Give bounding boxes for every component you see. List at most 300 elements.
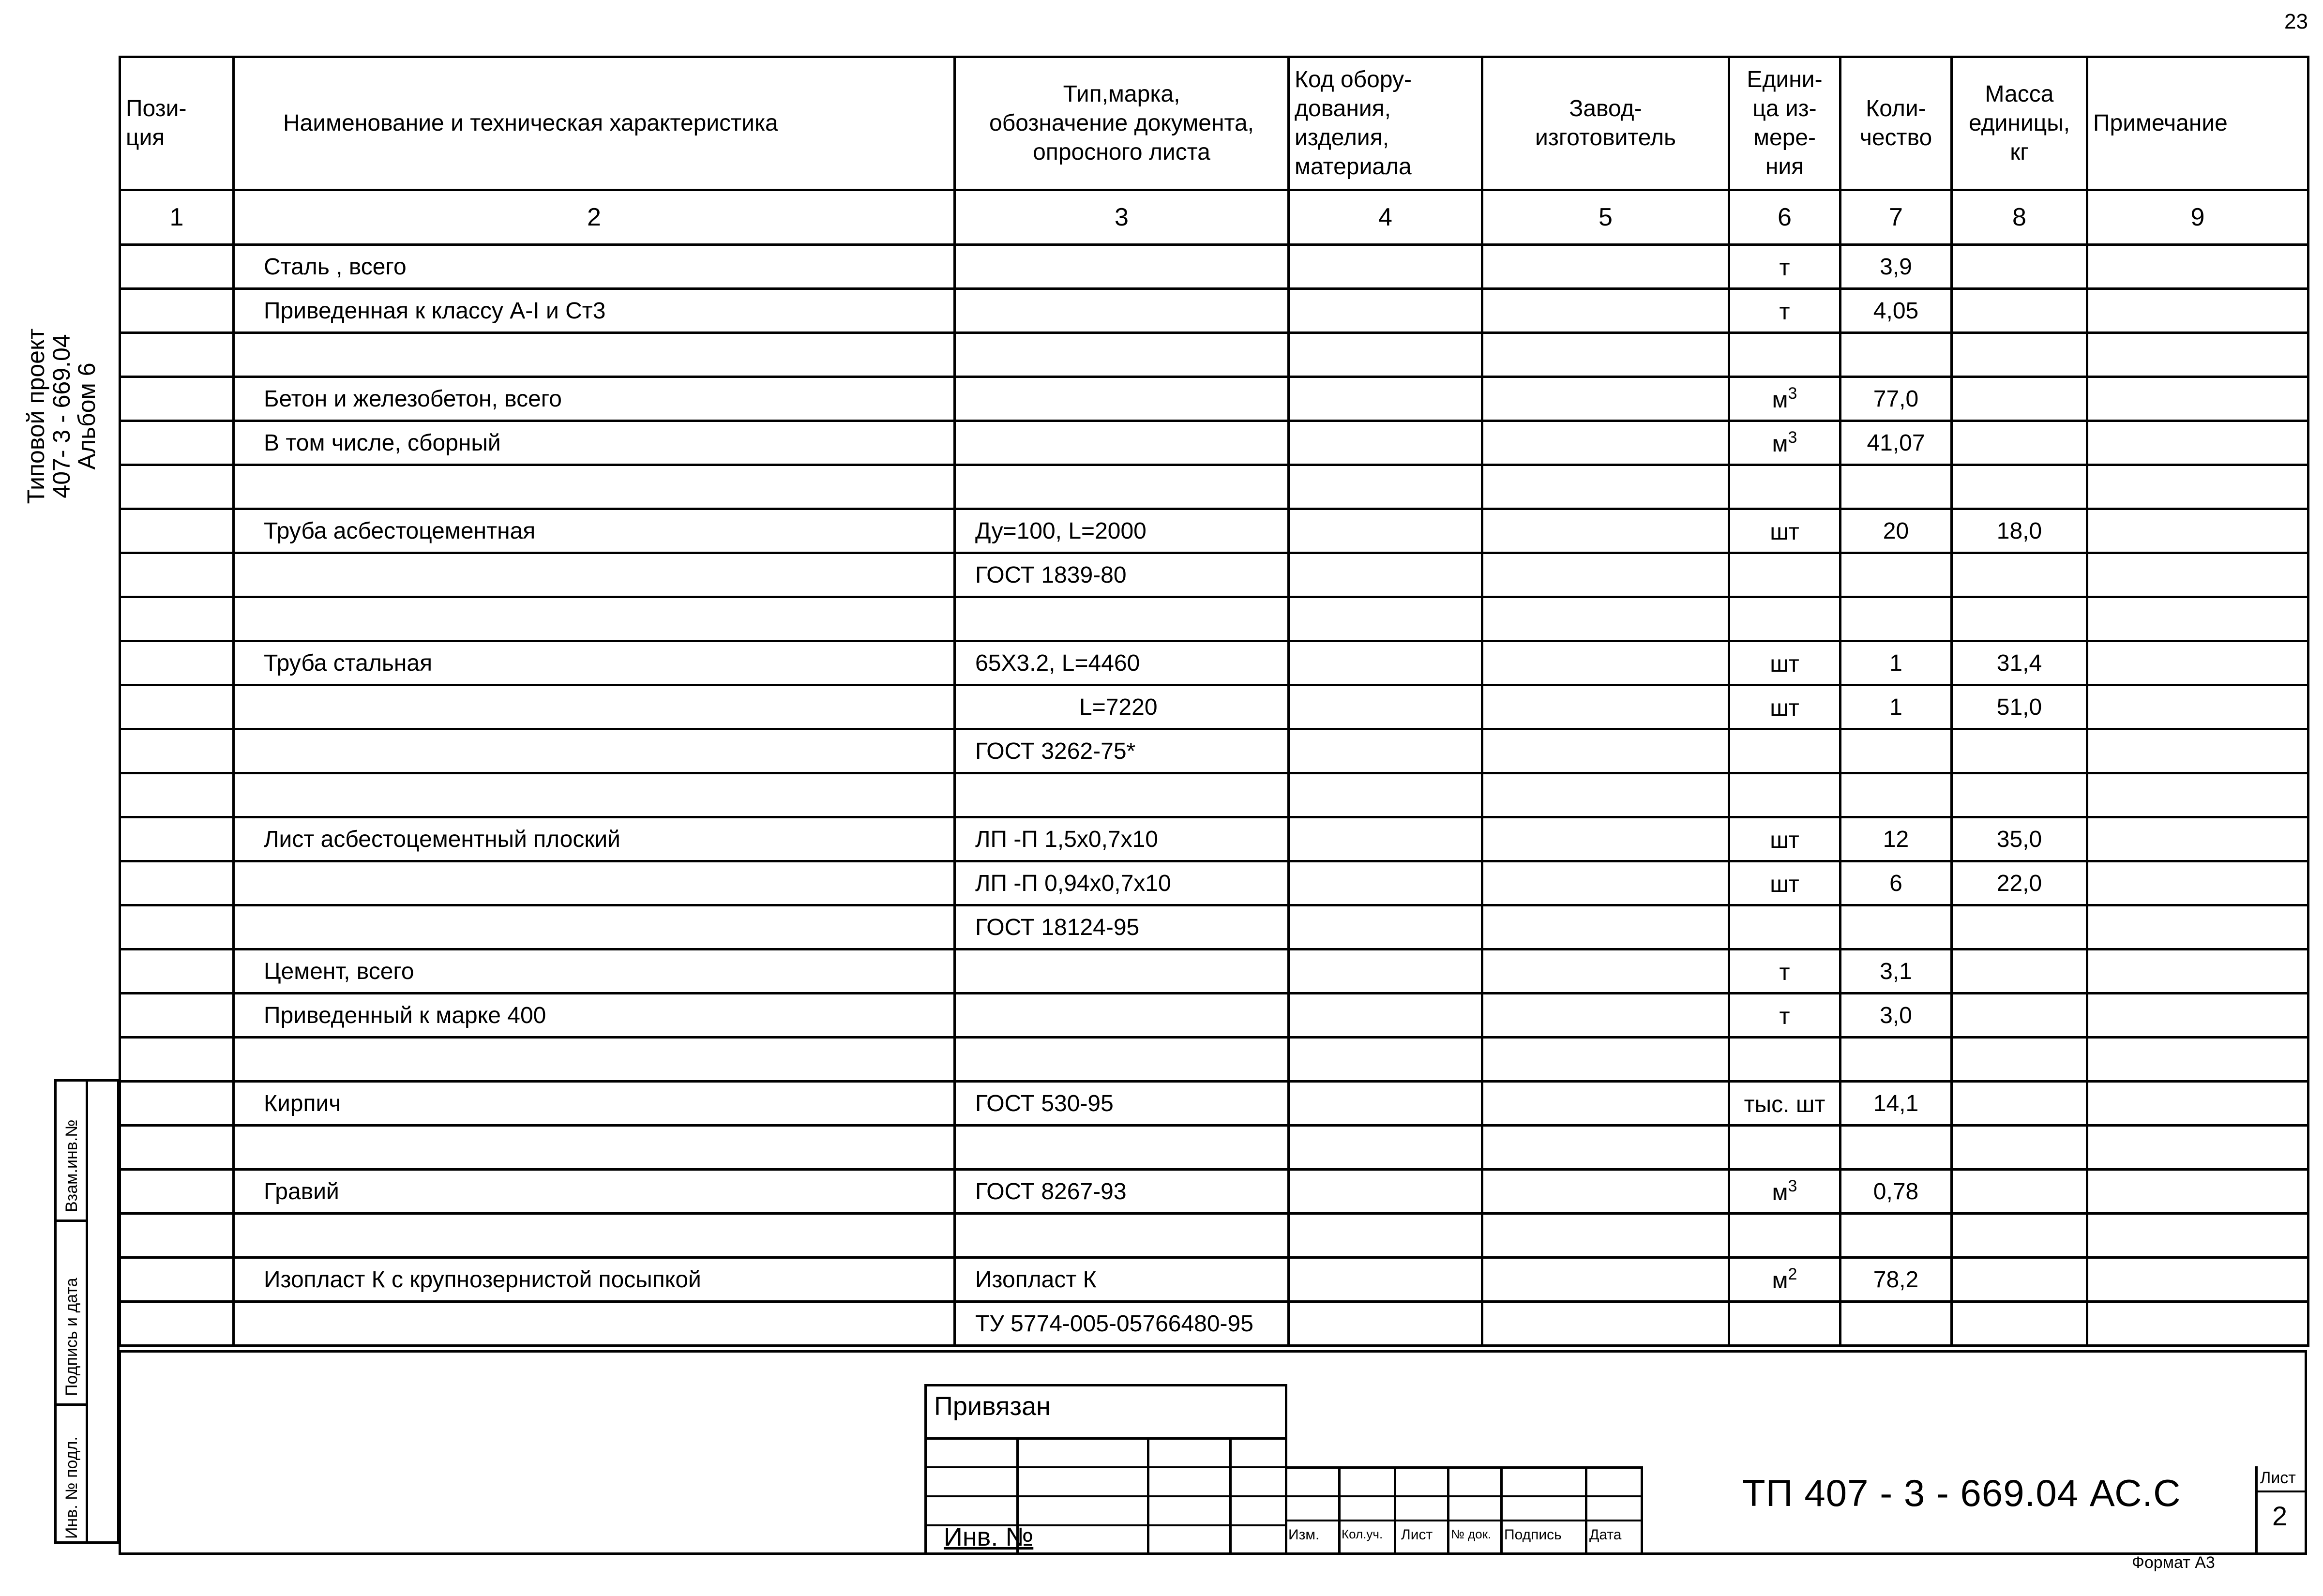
mass-cell [1952,553,2087,597]
unit-cell [1729,994,1840,1038]
manufacturer-cell [1482,377,1729,421]
manufacturer-cell [1482,465,1729,509]
note-cell [2087,729,2308,773]
column-header: Завод- изготовитель [1482,57,1729,190]
manufacturer-cell [1482,597,1729,641]
unit-cell [1729,861,1840,905]
inv-no-label: Инв. № [944,1522,1034,1551]
type-cell [955,994,1289,1038]
unit-text: м [1772,1268,1788,1294]
page-number: 23 [2284,10,2308,33]
mass-cell [1952,1170,2087,1214]
code-cell [1289,685,1482,729]
position-cell [120,1258,234,1302]
specification-table [119,56,2309,1347]
manufacturer-cell [1482,421,1729,465]
note-cell [2087,421,2308,465]
unit-cell [1729,597,1840,641]
quantity-cell: 77,0 [1840,377,1952,421]
note-cell [2087,1170,2308,1214]
type-cell: ГОСТ 18124-95 [955,905,1289,949]
table-row [120,685,2308,729]
code-cell [1289,465,1482,509]
code-cell [1289,377,1482,421]
manufacturer-cell [1482,245,1729,289]
table-row [120,377,2308,421]
position-cell [120,994,234,1038]
table-row [120,1082,2308,1126]
unit-cell [1729,905,1840,949]
unit-cell [1729,1126,1840,1170]
quantity-cell: 20 [1840,509,1952,553]
type-cell: ЛП -П 1,5х0,7х10 [955,817,1289,861]
position-cell [120,377,234,421]
column-header: Едини- ца из- мере- ния [1729,57,1840,190]
unit-cell [1729,377,1840,421]
type-cell: 65Х3.2, L=4460 [955,641,1289,685]
quantity-cell [1840,597,1952,641]
note-cell [2087,1302,2308,1346]
position-cell [120,509,234,553]
unit-text: т [1779,960,1790,985]
mass-cell [1952,245,2087,289]
type-cell [955,333,1289,377]
quantity-cell: 3,1 [1840,949,1952,994]
name-cell [234,465,955,509]
code-cell [1289,1038,1482,1082]
quantity-cell: 4,05 [1840,289,1952,333]
unit-text: шт [1770,651,1799,677]
quantity-cell [1840,1126,1952,1170]
type-cell: L=7220 [955,685,1289,729]
unit-cell [1729,817,1840,861]
table-row [120,597,2308,641]
code-cell [1289,949,1482,994]
code-cell [1289,597,1482,641]
table-row [120,1170,2308,1214]
name-cell [234,685,955,729]
note-cell [2087,817,2308,861]
note-cell [2087,949,2308,994]
table-row [120,553,2308,597]
name-cell: Лист асбестоцементный плоский [234,817,955,861]
column-header: Тип,марка, обозначение документа, опросного листа [955,57,1289,190]
mass-cell: 51,0 [1952,685,2087,729]
type-cell [955,465,1289,509]
position-cell [120,773,234,817]
column-header: Пози- ция [120,57,234,190]
quantity-cell: 0,78 [1840,1170,1952,1214]
type-cell [955,1126,1289,1170]
code-cell [1289,245,1482,289]
type-cell [955,949,1289,994]
position-cell [120,949,234,994]
name-cell [234,861,955,905]
code-cell [1289,729,1482,773]
manufacturer-cell [1482,1258,1729,1302]
name-cell [234,1126,955,1170]
name-cell [234,905,955,949]
table-row [120,289,2308,333]
mass-cell: 22,0 [1952,861,2087,905]
sheet-label: Лист [2260,1469,2296,1487]
code-cell [1289,861,1482,905]
unit-cell [1729,1302,1840,1346]
column-header: Наименование и техническая характеристика [234,57,955,190]
code-cell [1289,1170,1482,1214]
mass-cell [1952,1214,2087,1258]
table-row [120,1038,2308,1082]
column-number-row [120,190,2308,245]
quantity-cell: 78,2 [1840,1258,1952,1302]
name-cell: Изопласт К с крупнозернистой посыпкой [234,1258,955,1302]
header-row [120,57,2308,190]
column-number: 7 [1840,190,1952,245]
table-row [120,773,2308,817]
position-cell [120,905,234,949]
unit-cell [1729,685,1840,729]
quantity-cell [1840,905,1952,949]
mass-cell [1952,949,2087,994]
type-cell [955,597,1289,641]
quantity-cell [1840,333,1952,377]
note-cell [2087,685,2308,729]
table-row [120,729,2308,773]
manufacturer-cell [1482,685,1729,729]
position-cell [120,1214,234,1258]
type-cell [955,1038,1289,1082]
note-cell [2087,773,2308,817]
unit-exponent: 3 [1788,428,1797,447]
unit-text: т [1779,1004,1790,1029]
code-cell [1289,905,1482,949]
type-cell [955,773,1289,817]
table-row [120,641,2308,685]
table-row [120,994,2308,1038]
manufacturer-cell [1482,1038,1729,1082]
code-cell [1289,289,1482,333]
mass-cell [1952,1126,2087,1170]
note-cell [2087,245,2308,289]
type-cell [955,289,1289,333]
name-cell: Приведенная к классу А-I и Ст3 [234,289,955,333]
name-cell: В том числе, сборный [234,421,955,465]
name-cell: Приведенный к марке 400 [234,994,955,1038]
type-cell: Ду=100, L=2000 [955,509,1289,553]
quantity-cell [1840,729,1952,773]
quantity-cell [1840,1302,1952,1346]
column-number: 4 [1289,190,1482,245]
name-cell [234,553,955,597]
note-cell [2087,597,2308,641]
position-cell [120,861,234,905]
type-cell: Изопласт К [955,1258,1289,1302]
unit-cell [1729,333,1840,377]
note-cell [2087,1258,2308,1302]
table-row [120,1126,2308,1170]
unit-cell [1729,1170,1840,1214]
unit-text: м [1772,431,1788,457]
name-cell [234,729,955,773]
note-cell [2087,509,2308,553]
manufacturer-cell [1482,773,1729,817]
name-cell: Труба стальная [234,641,955,685]
column-number: 3 [955,190,1289,245]
manufacturer-cell [1482,641,1729,685]
manufacturer-cell [1482,861,1729,905]
unit-exponent: 3 [1788,1177,1797,1195]
unit-text: шт [1770,872,1799,897]
sheet-number: 2 [2272,1501,2288,1531]
unit-cell [1729,1258,1840,1302]
quantity-cell: 1 [1840,641,1952,685]
name-cell: Труба асбестоцементная [234,509,955,553]
table-row [120,1214,2308,1258]
note-cell [2087,1214,2308,1258]
note-cell [2087,641,2308,685]
code-cell [1289,1082,1482,1126]
column-number: 5 [1482,190,1729,245]
table-row [120,509,2308,553]
unit-cell [1729,421,1840,465]
name-cell: Сталь , всего [234,245,955,289]
type-cell [955,377,1289,421]
table-row [120,421,2308,465]
unit-cell [1729,245,1840,289]
table-row [120,245,2308,289]
mass-cell [1952,377,2087,421]
column-number: 6 [1729,190,1840,245]
unit-text: тыс. шт [1744,1092,1825,1117]
note-cell [2087,553,2308,597]
code-cell [1289,994,1482,1038]
table-row [120,905,2308,949]
code-cell [1289,641,1482,685]
type-cell [955,245,1289,289]
mass-cell [1952,421,2087,465]
mass-cell [1952,465,2087,509]
quantity-cell [1840,465,1952,509]
column-header: Код обору- дования, изделия, материала [1289,57,1482,190]
manufacturer-cell [1482,289,1729,333]
note-cell [2087,861,2308,905]
unit-cell [1729,641,1840,685]
type-cell: ЛП -П 0,94х0,7х10 [955,861,1289,905]
note-cell [2087,289,2308,333]
quantity-cell: 3,9 [1840,245,1952,289]
name-cell [234,773,955,817]
name-cell [234,1214,955,1258]
manufacturer-cell [1482,817,1729,861]
position-cell [120,1038,234,1082]
unit-cell [1729,289,1840,333]
quantity-cell [1840,1038,1952,1082]
quantity-cell: 3,0 [1840,994,1952,1038]
side-caption-line: Альбом 6 [73,362,100,470]
type-cell: ГОСТ 1839-80 [955,553,1289,597]
mass-cell [1952,729,2087,773]
name-cell: Гравий [234,1170,955,1214]
manufacturer-cell [1482,949,1729,994]
position-cell [120,729,234,773]
position-cell [120,421,234,465]
vzam-inv-label: Взам.инв.№ [62,1119,81,1212]
mass-cell [1952,1302,2087,1346]
unit-cell [1729,509,1840,553]
mass-cell [1952,289,2087,333]
unit-cell [1729,949,1840,994]
manufacturer-cell [1482,729,1729,773]
quantity-cell [1840,773,1952,817]
column-header: Масса единицы, кг [1952,57,2087,190]
code-cell [1289,817,1482,861]
mass-cell [1952,994,2087,1038]
quantity-cell [1840,553,1952,597]
name-cell [234,1302,955,1346]
name-cell [234,1038,955,1082]
col-izm: Изм. [1288,1527,1320,1543]
col-list: Лист [1401,1527,1433,1543]
stamp-column [54,1079,120,1544]
manufacturer-cell [1482,509,1729,553]
unit-cell [1729,773,1840,817]
quantity-cell: 6 [1840,861,1952,905]
table-row [120,465,2308,509]
type-cell [955,1214,1289,1258]
position-cell [120,289,234,333]
name-cell [234,597,955,641]
privyazan-label: Привязан [934,1392,1051,1421]
unit-exponent: 2 [1788,1265,1797,1283]
unit-cell [1729,1038,1840,1082]
manufacturer-cell [1482,1302,1729,1346]
mass-cell [1952,333,2087,377]
unit-text: шт [1770,828,1799,853]
code-cell [1289,553,1482,597]
side-caption [23,315,100,518]
table-row [120,1258,2308,1302]
code-cell [1289,773,1482,817]
position-cell [120,641,234,685]
position-cell [120,817,234,861]
quantity-cell: 1 [1840,685,1952,729]
name-cell [234,333,955,377]
column-header: Коли- чество [1840,57,1952,190]
mass-cell [1952,597,2087,641]
type-cell: ГОСТ 3262-75* [955,729,1289,773]
quantity-cell: 41,07 [1840,421,1952,465]
unit-exponent: 3 [1788,384,1797,403]
note-cell [2087,1126,2308,1170]
mass-cell [1952,1082,2087,1126]
column-number: 1 [120,190,234,245]
unit-text: т [1779,255,1790,281]
quantity-cell: 14,1 [1840,1082,1952,1126]
unit-text: м [1772,1180,1788,1205]
position-cell [120,465,234,509]
unit-cell [1729,1082,1840,1126]
manufacturer-cell [1482,1082,1729,1126]
position-cell [120,245,234,289]
manufacturer-cell [1482,1214,1729,1258]
note-cell [2087,1038,2308,1082]
inv-podl-label: Инв. № подл. [62,1436,81,1539]
code-cell [1289,333,1482,377]
unit-text: шт [1770,695,1799,721]
code-cell [1289,509,1482,553]
position-cell [120,1126,234,1170]
format-label: Формат А3 [2132,1553,2215,1572]
unit-cell [1729,1214,1840,1258]
unit-text: шт [1770,519,1799,545]
mass-cell: 18,0 [1952,509,2087,553]
column-number: 8 [1952,190,2087,245]
unit-cell [1729,553,1840,597]
column-number: 2 [234,190,955,245]
position-cell [120,597,234,641]
type-cell [955,421,1289,465]
manufacturer-cell [1482,994,1729,1038]
code-cell [1289,1302,1482,1346]
unit-text: м [1772,387,1788,413]
manufacturer-cell [1482,905,1729,949]
name-cell: Цемент, всего [234,949,955,994]
document-code: ТП 407 - 3 - 669.04 АС.С [1742,1472,2181,1514]
name-cell: Бетон и железобетон, всего [234,377,955,421]
mass-cell: 35,0 [1952,817,2087,861]
note-cell [2087,994,2308,1038]
col-data: Дата [1589,1527,1622,1543]
position-cell [120,1082,234,1126]
mass-cell [1952,1258,2087,1302]
type-cell: ГОСТ 530-95 [955,1082,1289,1126]
quantity-cell: 12 [1840,817,1952,861]
table-row [120,817,2308,861]
note-cell [2087,377,2308,421]
type-cell: ТУ 5774-005-05766480-95 [955,1302,1289,1346]
unit-cell [1729,465,1840,509]
column-header: Примечание [2087,57,2308,190]
unit-text: т [1779,299,1790,325]
code-cell [1289,421,1482,465]
podpis-data-label: Подпись и дата [62,1278,81,1396]
mass-cell [1952,773,2087,817]
position-cell [120,1302,234,1346]
position-cell [120,553,234,597]
table-row [120,861,2308,905]
side-caption-line: Типовой проект [22,328,49,504]
mass-cell [1952,1038,2087,1082]
mass-cell [1952,905,2087,949]
column-number: 9 [2087,190,2308,245]
position-cell [120,1170,234,1214]
table-row [120,333,2308,377]
table-row [120,949,2308,994]
manufacturer-cell [1482,333,1729,377]
mass-cell: 31,4 [1952,641,2087,685]
manufacturer-cell [1482,1126,1729,1170]
manufacturer-cell [1482,553,1729,597]
table-row [120,1302,2308,1346]
unit-cell [1729,729,1840,773]
position-cell [120,333,234,377]
note-cell [2087,465,2308,509]
code-cell [1289,1214,1482,1258]
col-doc: № док. [1451,1527,1492,1541]
col-kol-uch: Кол.уч. [1342,1527,1383,1541]
note-cell [2087,905,2308,949]
name-cell: Кирпич [234,1082,955,1126]
